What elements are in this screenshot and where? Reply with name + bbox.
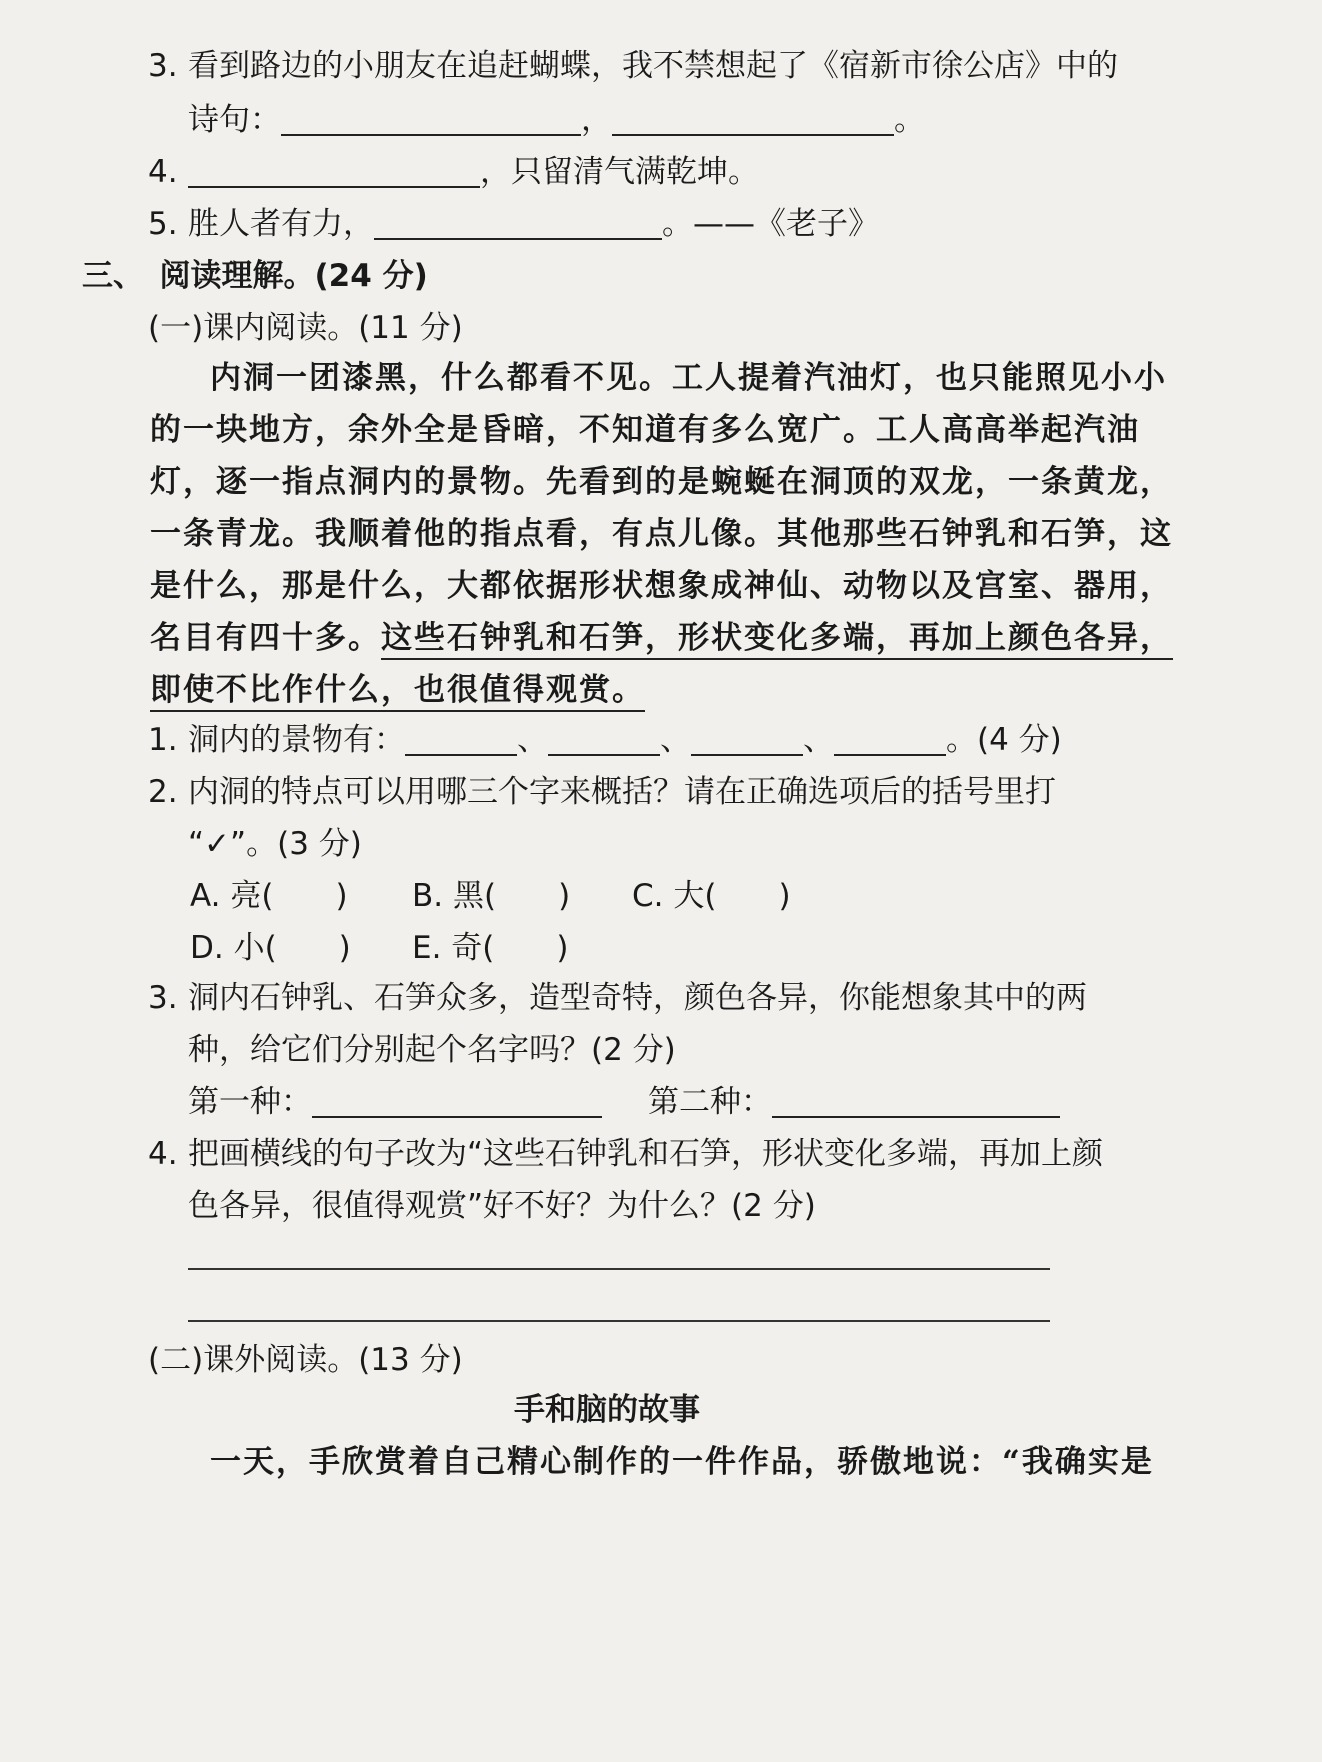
reading-question-1 — [148, 720, 1062, 760]
option-d[interactable]: D. 小( ) — [190, 930, 351, 966]
passage-line: 内洞一团漆黑，什么都看不见。工人提着汽油灯，也只能照见小小 — [210, 360, 1167, 396]
part-header: (一)课内阅读。(11 分) — [148, 310, 463, 346]
poem-question-4 — [148, 152, 759, 192]
question-text: 把画横线的句子改为“这些石钟乳和石笋，形状变化多端，再加上颜 — [188, 1136, 1104, 1172]
question-text: 内洞的特点可以用哪三个字来概括？请在正确选项后的括号里打 — [188, 774, 1056, 810]
question-number: 4. — [148, 1136, 178, 1172]
answer-line[interactable] — [188, 1320, 1050, 1322]
poem-question-5 — [148, 204, 879, 244]
reading-question-4-line2: 色各异，很值得观赏”好不好？为什么？(2 分) — [188, 1188, 816, 1224]
story-line: 一天，手欣赏着自己精心制作的一件作品，骄傲地说：“我确实是 — [210, 1444, 1154, 1480]
answer-blank[interactable] — [405, 724, 517, 756]
first-name-row — [188, 1082, 602, 1122]
question-text: ，只留清气满乾坤。 — [480, 154, 759, 190]
passage-line — [150, 670, 645, 710]
answer-blank[interactable] — [612, 104, 894, 136]
question-number: 3. — [148, 48, 178, 84]
passage-line: 是什么，那是什么，大都依据形状想象成神仙、动物以及宫室、器用， — [150, 568, 1173, 604]
option-e[interactable]: E. 奇( ) — [412, 930, 569, 966]
poem-question-3-line1 — [148, 46, 1118, 86]
question-text: 洞内的景物有： — [188, 722, 405, 758]
score-text: 。(4 分) — [946, 722, 1062, 758]
question-text: 。——《老子》 — [662, 206, 879, 242]
option-c[interactable]: C. 大( ) — [632, 878, 791, 914]
answer-blank[interactable] — [691, 724, 803, 756]
answer-blank[interactable] — [834, 724, 946, 756]
separator: 、 — [803, 722, 834, 758]
answer-blank[interactable] — [281, 104, 581, 136]
part-header: (二)课外阅读。(13 分) — [148, 1342, 463, 1378]
passage-line: 灯，逐一指点洞内的景物。先看到的是蜿蜒在洞顶的双龙，一条黄龙， — [150, 464, 1173, 500]
answer-blank[interactable] — [312, 1086, 602, 1118]
reading-question-4-line1 — [148, 1134, 1103, 1174]
section-header: 三、 阅读理解。(24 分) — [82, 258, 428, 294]
option-a[interactable]: A. 亮( ) — [190, 878, 348, 914]
question-number: 5. — [148, 206, 178, 242]
separator: ， — [581, 102, 612, 138]
separator: 、 — [517, 722, 548, 758]
question-text: 诗句： — [188, 102, 281, 138]
passage-line: 的一块地方，余外全是昏暗，不知道有多么宽广。工人高高举起汽油 — [150, 412, 1140, 448]
separator: 。 — [894, 102, 925, 138]
answer-blank[interactable] — [548, 724, 660, 756]
separator: 、 — [660, 722, 691, 758]
question-number: 3. — [148, 980, 178, 1016]
question-number: 1. — [148, 722, 178, 758]
answer-line[interactable] — [188, 1268, 1050, 1270]
poem-question-3-line2 — [188, 100, 925, 140]
reading-question-2-line2: “✓”。(3 分) — [188, 826, 362, 862]
answer-blank[interactable] — [188, 156, 480, 188]
reading-question-3-line2: 种，给它们分别起个名字吗？(2 分) — [188, 1032, 676, 1068]
story-title: 手和脑的故事 — [514, 1392, 700, 1428]
second-name-row — [648, 1082, 1060, 1122]
reading-question-3-line1 — [148, 978, 1087, 1018]
question-text: 看到路边的小朋友在追赶蝴蝶，我不禁想起了《宿新市徐公店》中的 — [188, 48, 1118, 84]
passage-text: 名目有四十多。 — [150, 620, 381, 656]
option-b[interactable]: B. 黑( ) — [412, 878, 571, 914]
underlined-sentence: 即使不比作什么，也很值得观赏。 — [150, 672, 645, 712]
label: 第二种： — [648, 1084, 772, 1120]
question-number: 4. — [148, 154, 178, 190]
underlined-sentence: 这些石钟乳和石笋，形状变化多端，再加上颜色各异， — [381, 620, 1173, 660]
passage-line — [150, 618, 1173, 658]
passage-line: 一条青龙。我顺着他的指点看，有点儿像。其他那些石钟乳和石笋，这 — [150, 516, 1173, 552]
question-text: 胜人者有力， — [188, 206, 374, 242]
question-number: 2. — [148, 774, 178, 810]
answer-blank[interactable] — [772, 1086, 1060, 1118]
question-text: 洞内石钟乳、石笋众多，造型奇特，颜色各异，你能想象其中的两 — [188, 980, 1087, 1016]
reading-question-2-line1 — [148, 772, 1056, 812]
answer-blank[interactable] — [374, 208, 662, 240]
label: 第一种： — [188, 1084, 312, 1120]
